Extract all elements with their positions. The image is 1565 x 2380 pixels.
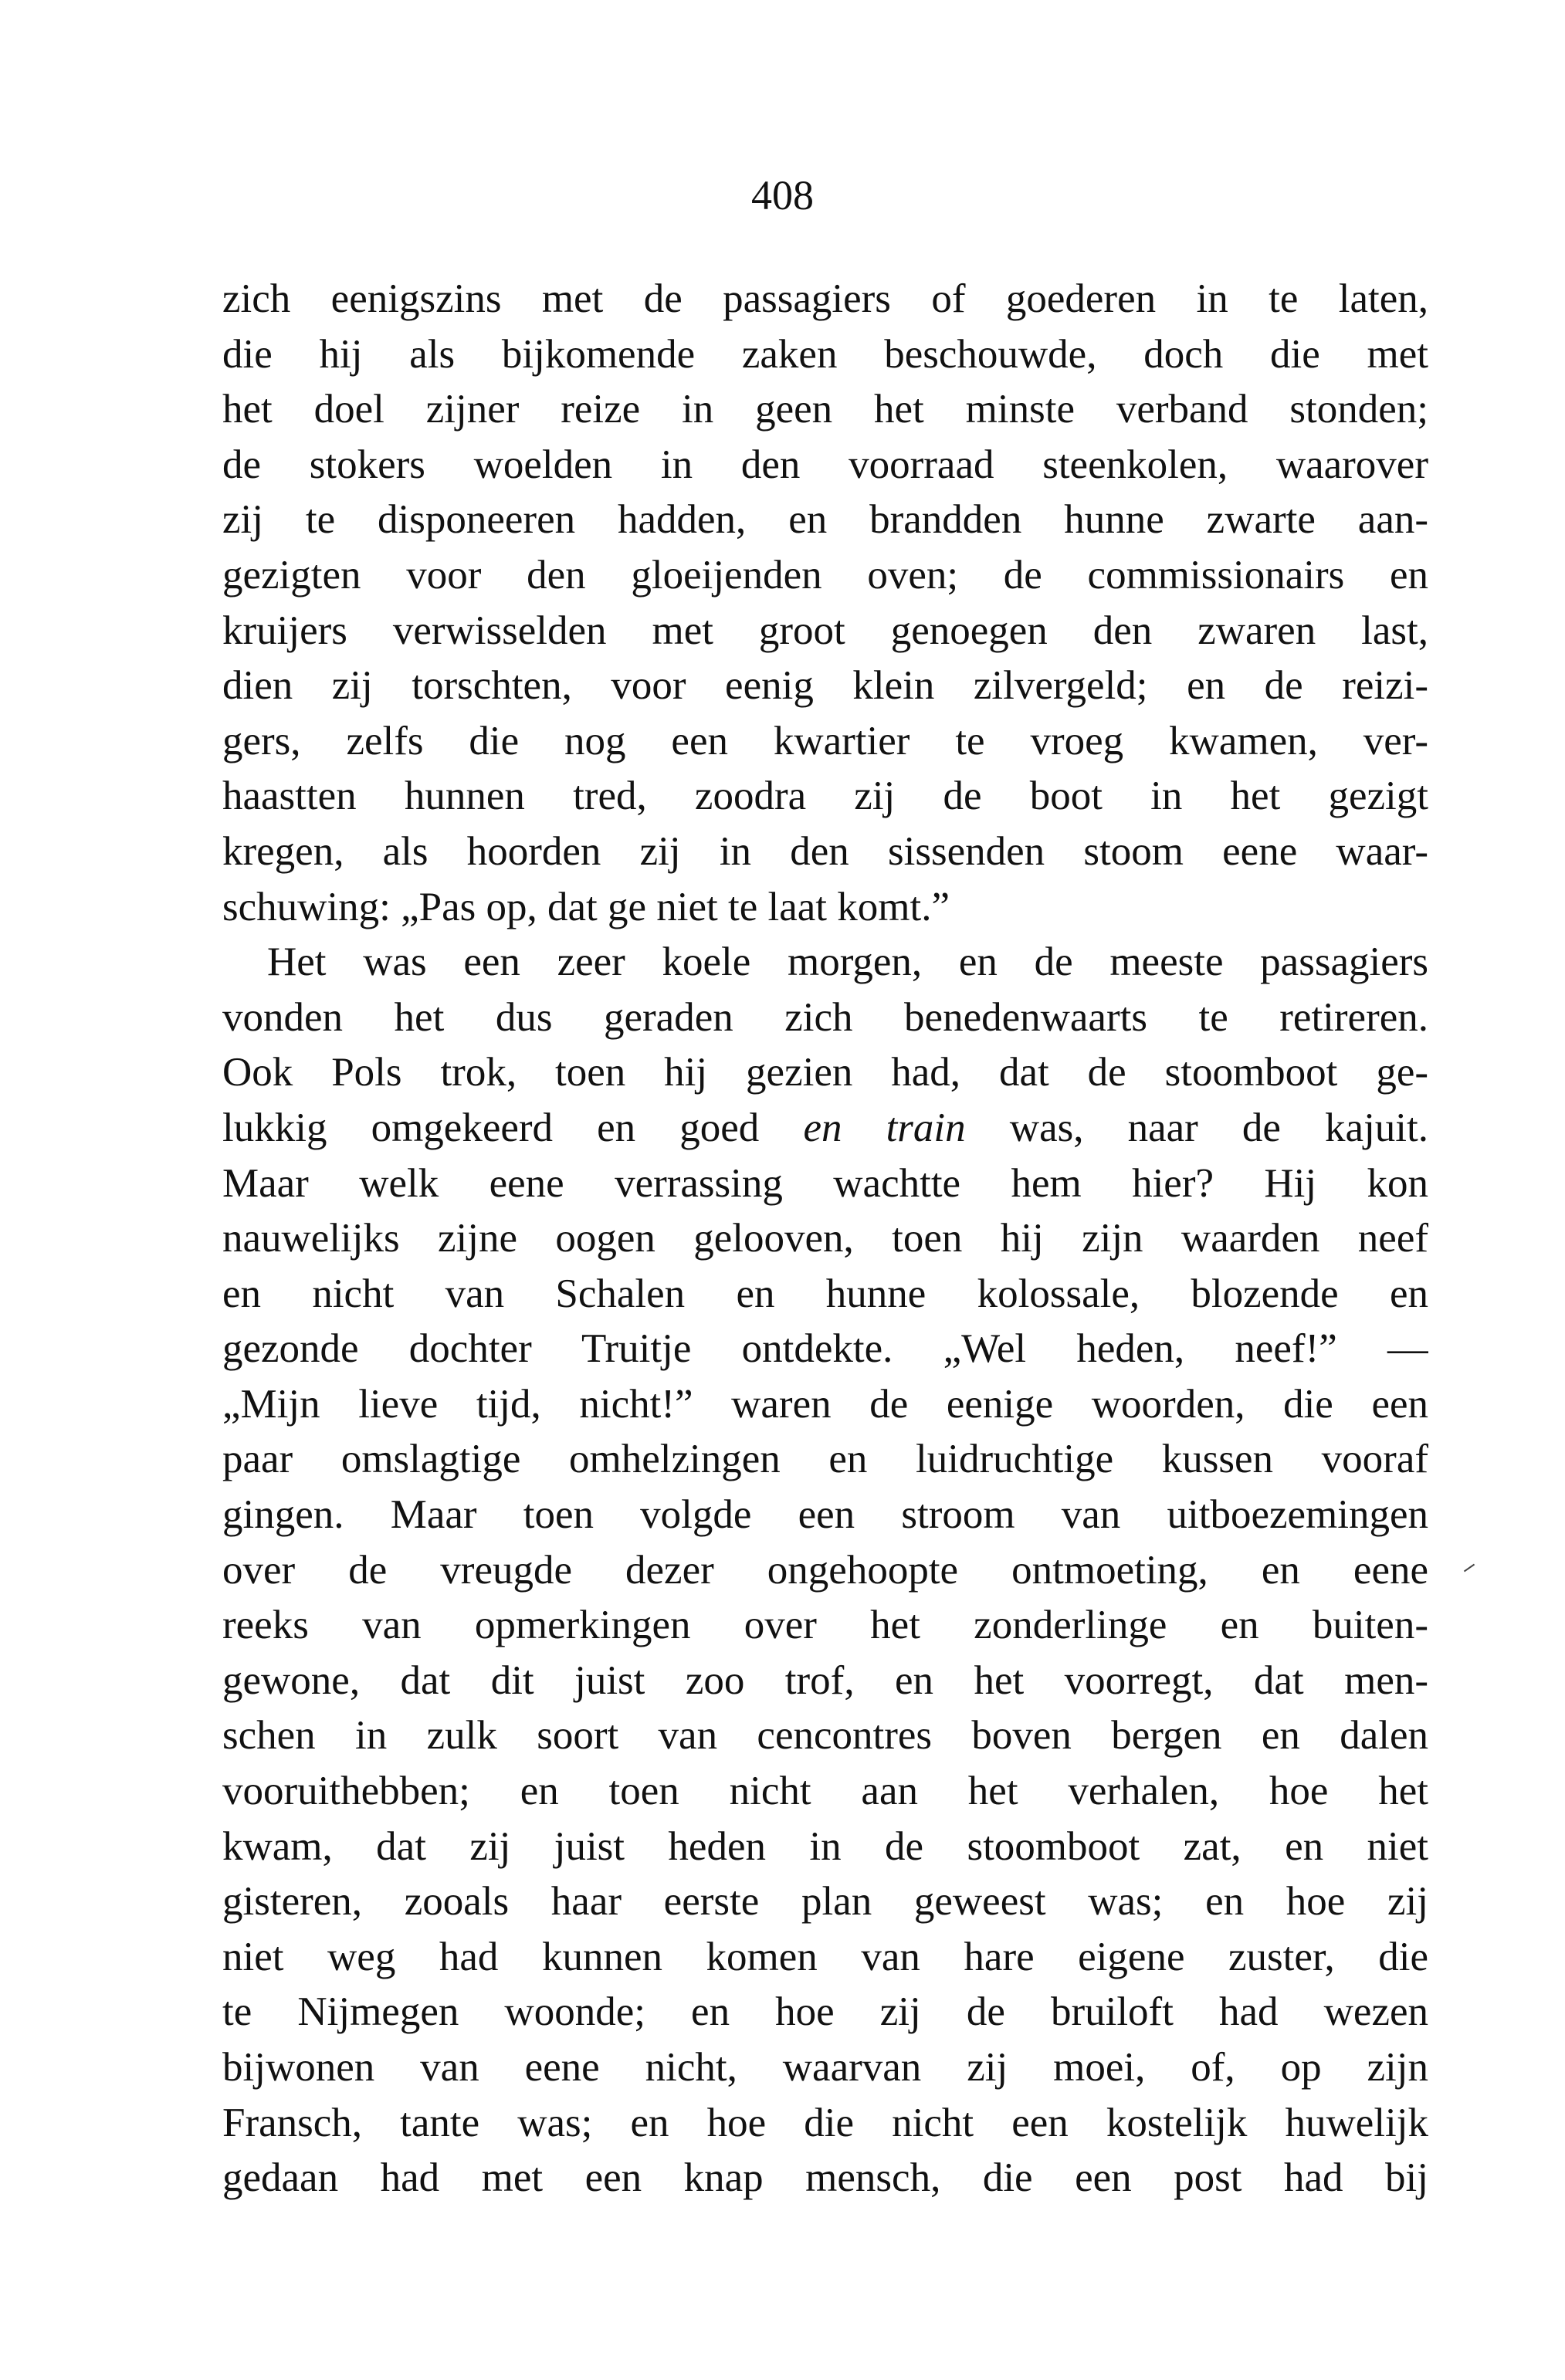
text-line: bijwonen van eene nicht, waarvan zij moei, of, op zijn: [222, 2045, 1428, 2090]
text-segment: was, naar de kajuit.: [965, 1105, 1428, 1150]
text-line: Maar welk eene verrassing wachtte hem hier? Hij kon: [222, 1160, 1428, 1206]
text-line: reeks van opmerkingen over het zonderlinge en buiten-: [222, 1603, 1428, 1648]
text-line: en nicht van Schalen en hunne kolossale, blozende en: [222, 1271, 1428, 1316]
text-line: „Mijn lieve tijd, nicht!” waren de eenige woorden, die een: [222, 1381, 1428, 1427]
paragraph-2: [222, 935, 1428, 2206]
text-line: schen in zulk soort van cencontres boven bergen en dalen: [222, 1713, 1428, 1759]
text-line: zich eenigszins met de passagiers of goederen in te laten,: [222, 276, 1428, 321]
italic-phrase: en train: [803, 1105, 966, 1150]
text-line: vooruithebben; en toen nicht aan het verhalen, hoe het: [222, 1769, 1428, 1814]
text-line: gezigten voor den gloeijenden oven; de commissionairs en: [222, 552, 1428, 598]
page-number: 408: [751, 172, 814, 218]
text-segment: lukkig omgekeerd en goed: [222, 1105, 804, 1150]
text-line: nauwelijks zijne oogen gelooven, toen hij zijn waarden neef: [222, 1216, 1428, 1261]
text-line: gedaan had met een knap mensch, die een post had bij: [222, 2155, 1428, 2201]
paragraph-1: [222, 272, 1428, 935]
text-line: [222, 1101, 1428, 1156]
text-line: dien zij torschten, voor eenig klein zilvergeld; en de reizi-: [222, 663, 1428, 709]
text-line: niet weg had kunnen komen van hare eigene zuster, die: [222, 1934, 1428, 1979]
text-line: die hij als bijkomende zaken beschouwde, doch die met: [222, 331, 1428, 377]
text-line: Het was een zeer koele morgen, en de meeste passagiers: [267, 939, 1428, 985]
text-line: de stokers woelden in den voorraad steenkolen, waarover: [222, 442, 1428, 487]
margin-pencil-mark: [1464, 1564, 1475, 1573]
text-line: gewone, dat dit juist zoo trof, en het voorregt, dat men-: [222, 1657, 1428, 1703]
text-line: Ook Pols trok, toen hij gezien had, dat de stoomboot ge-: [222, 1050, 1428, 1095]
text-line: Fransch, tante was; en hoe die nicht een kostelijk huwelijk: [222, 2100, 1428, 2145]
paragraph-2-rest: [222, 1156, 1428, 2206]
text-line: te Nijmegen woonde; en hoe zij de bruiloft had wezen: [222, 1989, 1428, 2035]
text-line: kwam, dat zij juist heden in de stoomboot zat, en niet: [222, 1823, 1428, 1869]
text-line: paar omslagtige omhelzingen en luidruchtige kussen vooraf: [222, 1437, 1428, 1482]
text-line: schuwing: „Pas op, dat ge niet te laat komt.”: [222, 884, 950, 929]
text-line: gers, zelfs die nog een kwartier te vroeg kwamen, ver-: [222, 718, 1428, 763]
text-line: zij te disponeeren hadden, en brandden hunne zwarte aan-: [222, 497, 1428, 543]
text-line: over de vreugde dezer ongehoopte ontmoeting, en eene: [222, 1547, 1428, 1593]
text-line: vonden het dus geraden zich benedenwaarts te retireren.: [222, 994, 1428, 1040]
text-line: gezonde dochter Truitje ontdekte. „Wel heden, neef!” —: [222, 1326, 1428, 1372]
text-line: gingen. Maar toen volgde een stroom van uitboezemingen: [222, 1492, 1428, 1538]
text-line: gisteren, zooals haar eerste plan geweest was; en hoe zij: [222, 1879, 1428, 1925]
text-line: het doel zijner reize in geen het minste verband stonden;: [222, 387, 1428, 432]
text-line: haastten hunnen tred, zoodra zij de boot in het gezigt: [222, 774, 1428, 819]
text-line: kregen, als hoorden zij in den sissenden stoom eene waar-: [222, 828, 1428, 874]
text-line: kruijers verwisselden met groot genoegen den zwaren last,: [222, 608, 1428, 653]
body-text: [222, 272, 1428, 2206]
